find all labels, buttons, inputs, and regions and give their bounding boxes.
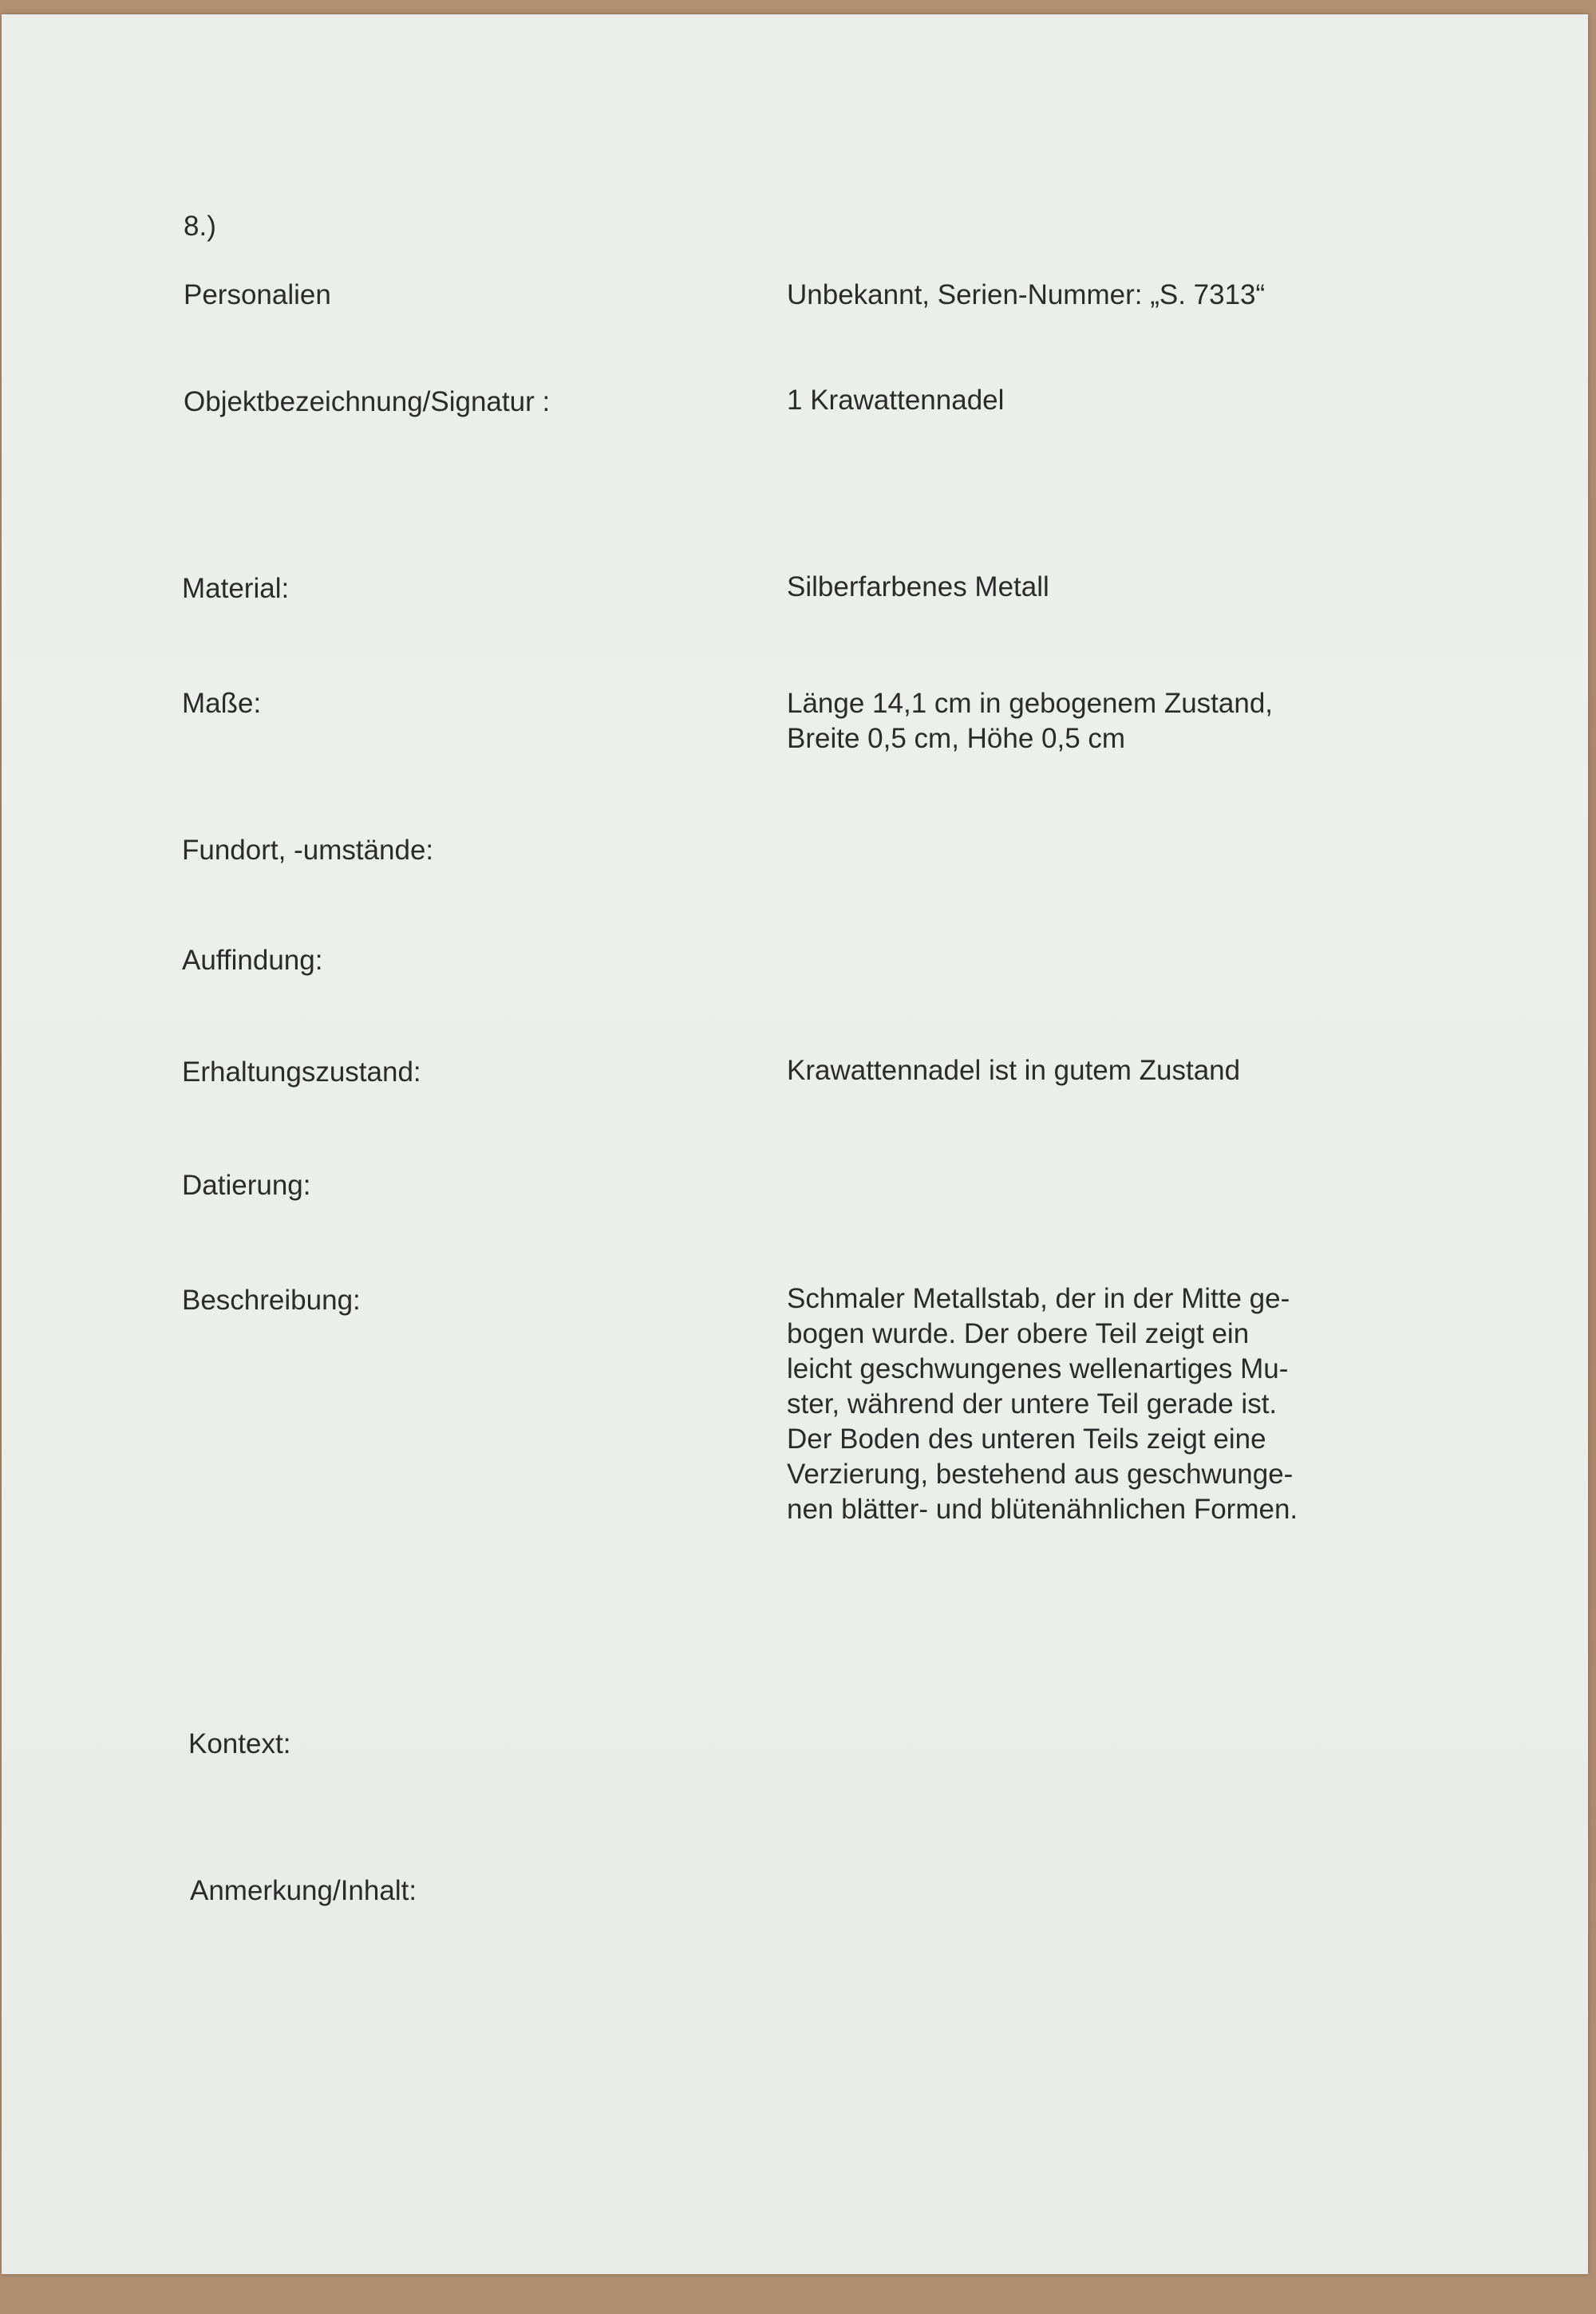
document-page xyxy=(2,14,1588,2274)
value-beschreibung: Schmaler Metallstab, der in der Mitte ge- bogen wurde. Der obere Teil zeigt ein leicht geschwungenes wellenartiges Mu- ster, während der untere Teil gerade ist. Der Boden des unteren Teils zeigt eine Verzierung, bestehend aus geschwunge- nen blätter- und blütenähnlichen Formen. xyxy=(787,1283,1298,1525)
label-masse: Maße: xyxy=(182,688,262,719)
label-kontext: Kontext: xyxy=(188,1728,291,1759)
value-material: Silberfarbenes Metall xyxy=(787,571,1049,602)
label-datierung: Datierung: xyxy=(182,1170,311,1201)
label-anmerkung: Anmerkung/Inhalt: xyxy=(190,1875,417,1906)
entry-number: 8.) xyxy=(184,211,216,242)
value-objektbezeichnung: 1 Krawattennadel xyxy=(787,385,1005,416)
label-material: Material: xyxy=(182,573,290,604)
label-personalien: Personalien xyxy=(184,279,331,310)
value-personalien: Unbekannt, Serien-Nummer: „S. 7313“ xyxy=(787,279,1266,310)
label-beschreibung: Beschreibung: xyxy=(182,1285,361,1316)
label-fundort: Fundort, -umstände: xyxy=(182,835,434,866)
value-erhaltungszustand: Krawattennadel ist in gutem Zustand xyxy=(787,1055,1241,1086)
label-objektbezeichnung: Objektbezeichnung/Signatur : xyxy=(184,386,551,417)
value-masse: Länge 14,1 cm in gebogenem Zustand, Breite 0,5 cm, Höhe 0,5 cm xyxy=(787,688,1274,754)
label-auffindung: Auffindung: xyxy=(182,945,323,976)
label-erhaltungszustand: Erhaltungszustand: xyxy=(182,1056,421,1088)
